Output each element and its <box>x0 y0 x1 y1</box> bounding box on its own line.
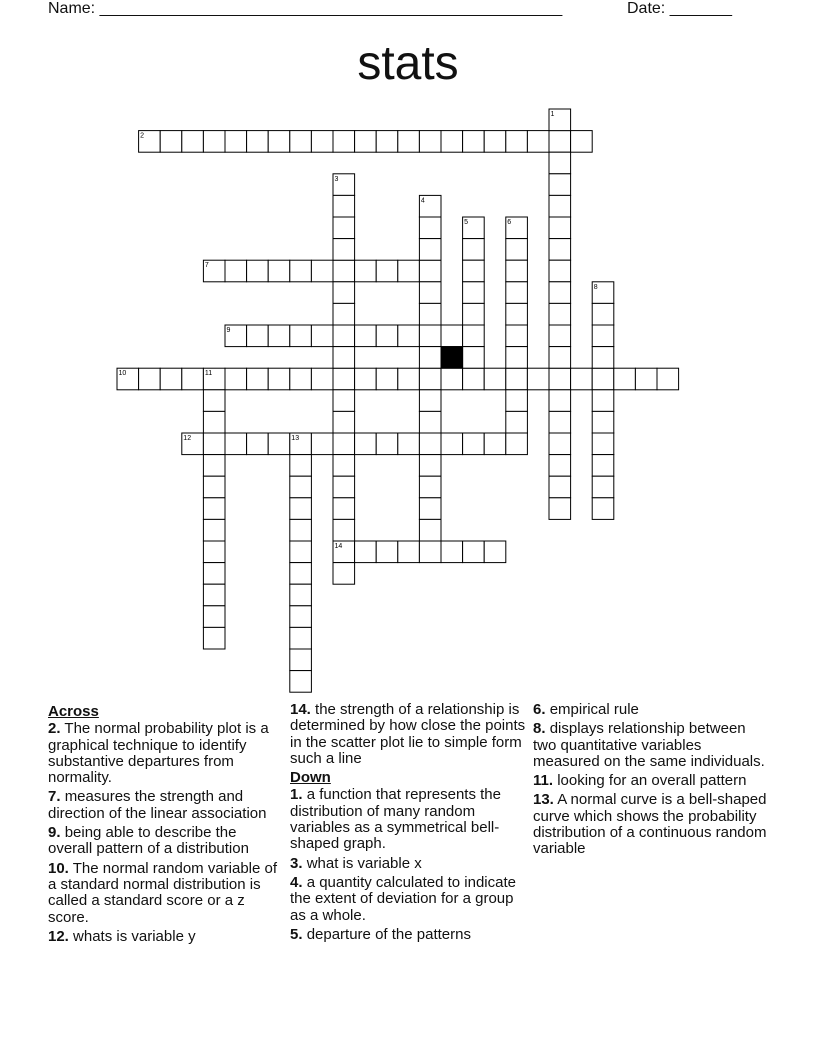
grid-cell[interactable] <box>290 131 312 153</box>
grid-cell[interactable] <box>290 541 312 563</box>
grid-cell[interactable] <box>333 347 355 369</box>
grid-cell[interactable] <box>225 433 247 455</box>
grid-cell[interactable] <box>225 260 247 282</box>
grid-cell[interactable] <box>592 325 614 347</box>
clue-number-label: 5 <box>464 219 469 226</box>
grid-cell[interactable] <box>592 433 614 455</box>
grid-cell[interactable] <box>484 541 506 563</box>
clue-down-3: 3. what is variable x <box>290 854 422 872</box>
grid-cell[interactable] <box>549 195 571 217</box>
grid-cell[interactable] <box>635 368 657 390</box>
clues-column-2 <box>290 702 526 946</box>
grid-cell[interactable] <box>419 282 441 304</box>
grid-cell[interactable] <box>311 325 333 347</box>
grid-cell[interactable] <box>419 131 441 153</box>
grid-cell[interactable] <box>419 260 441 282</box>
grid-cell[interactable] <box>376 260 398 282</box>
grid-cell[interactable] <box>549 303 571 325</box>
clue-number-label: 10 <box>118 370 127 378</box>
grid-cell[interactable] <box>333 433 355 455</box>
grid-cell[interactable] <box>182 368 204 390</box>
grid-cell[interactable] <box>506 325 528 347</box>
grid-cell[interactable] <box>463 303 485 325</box>
grid-cell-black <box>441 347 463 369</box>
grid-cell[interactable] <box>506 411 528 433</box>
grid-cell[interactable] <box>592 368 614 390</box>
grid-cell[interactable] <box>441 325 463 347</box>
grid-cell[interactable] <box>290 627 312 649</box>
grid-cell[interactable] <box>203 411 225 433</box>
clue-down-6: 6. empirical rule <box>533 701 639 718</box>
grid-cell[interactable] <box>290 584 312 606</box>
grid-cell[interactable] <box>333 217 355 239</box>
grid-cell[interactable] <box>463 368 485 390</box>
grid-cell[interactable] <box>203 455 225 477</box>
grid-cell[interactable] <box>463 433 485 455</box>
grid-cell[interactable] <box>549 347 571 369</box>
grid-cell[interactable] <box>549 217 571 239</box>
grid-cell[interactable] <box>549 260 571 282</box>
clue-number-label: 3 <box>334 175 339 183</box>
grid-cell[interactable] <box>203 390 225 412</box>
grid-cell[interactable] <box>484 368 506 390</box>
grid-cell[interactable] <box>419 476 441 498</box>
grid-cell[interactable] <box>290 606 312 628</box>
grid-cell[interactable] <box>333 239 355 261</box>
clue-number-label: 4 <box>420 197 425 205</box>
grid-cell[interactable] <box>506 260 528 282</box>
grid-cell[interactable] <box>549 455 571 477</box>
clue-number-label: 12 <box>183 435 192 442</box>
grid-cell[interactable] <box>398 368 420 390</box>
clue-across-14: 14. the strength of a relationship is determined by how close the points in the scatter plot lie to simple form such a line <box>290 701 526 767</box>
page-title: stats <box>357 37 459 90</box>
grid-cell[interactable] <box>247 433 269 455</box>
clue-down-13: 13. A normal curve is a bell-shaped curve which shows the probability distribution of a continuous random variable <box>533 791 767 858</box>
grid-cell[interactable] <box>333 303 355 325</box>
grid-cell[interactable] <box>506 347 528 369</box>
grid-cell[interactable] <box>203 563 225 585</box>
grid-cell[interactable] <box>333 563 355 585</box>
grid-cell[interactable] <box>549 390 571 412</box>
grid-cell[interactable] <box>527 368 549 390</box>
grid-cell[interactable] <box>419 347 441 369</box>
clue-number-label: 2 <box>140 132 145 140</box>
grid-cell[interactable] <box>268 131 290 153</box>
grid-cell[interactable] <box>419 239 441 261</box>
grid-cell[interactable] <box>441 433 463 455</box>
grid-cell[interactable] <box>203 131 225 153</box>
grid-cell[interactable] <box>333 325 355 347</box>
grid-cell[interactable] <box>398 325 420 347</box>
grid-cell[interactable] <box>419 433 441 455</box>
grid-cell[interactable] <box>484 131 506 153</box>
clues-column-3 <box>533 702 769 861</box>
grid-cell[interactable] <box>571 131 593 153</box>
grid-cell[interactable] <box>355 131 377 153</box>
grid-cell[interactable] <box>333 455 355 477</box>
grid-cell[interactable] <box>419 455 441 477</box>
grid-cell[interactable] <box>506 368 528 390</box>
grid-cell[interactable] <box>311 260 333 282</box>
grid-cell[interactable] <box>398 541 420 563</box>
grid-cell[interactable] <box>441 541 463 563</box>
grid-cell[interactable] <box>657 368 679 390</box>
grid-cell[interactable] <box>290 455 312 477</box>
grid-cell[interactable] <box>398 433 420 455</box>
grid-cell[interactable] <box>203 498 225 520</box>
grid-cell[interactable] <box>333 519 355 541</box>
grid-cell[interactable] <box>463 347 485 369</box>
clue-across-10: 10. The normal random variable of a standard normal distribution is called a standard score or a z score. <box>48 859 278 926</box>
grid-cell[interactable] <box>355 260 377 282</box>
grid-cell[interactable] <box>182 131 204 153</box>
clue-down-4: 4. a quantity calculated to indicate the extent of deviation for a group as a whole. <box>290 873 516 924</box>
grid-cell[interactable] <box>290 325 312 347</box>
clue-number-label: 1 <box>550 111 555 118</box>
clue-across-2: 2. The normal probability plot is a graphical technique to identify substantive departures from normality. <box>48 720 269 787</box>
clue-down-5: 5. departure of the patterns <box>290 925 471 943</box>
grid-cell[interactable] <box>419 217 441 239</box>
grid-cell[interactable] <box>376 325 398 347</box>
grid-cell[interactable] <box>441 368 463 390</box>
grid-cell[interactable] <box>463 260 485 282</box>
grid-cell[interactable] <box>247 325 269 347</box>
grid-cell[interactable] <box>247 131 269 153</box>
grid-cell[interactable] <box>333 131 355 153</box>
grid-cell[interactable] <box>398 260 420 282</box>
grid-cell[interactable] <box>549 476 571 498</box>
grid-cell[interactable] <box>506 390 528 412</box>
clue-number-label: 11 <box>204 370 213 378</box>
grid-cell[interactable] <box>333 282 355 304</box>
grid-cell[interactable] <box>268 325 290 347</box>
grid-cell[interactable] <box>549 282 571 304</box>
grid-cell[interactable] <box>247 368 269 390</box>
grid-cell[interactable] <box>376 368 398 390</box>
grid-cell[interactable] <box>419 368 441 390</box>
grid-cell[interactable] <box>203 627 225 649</box>
clue-across-12: 12. whats is variable y <box>48 927 196 945</box>
grid-cell[interactable] <box>398 131 420 153</box>
clue-number-label: 14 <box>334 543 343 550</box>
grid-cell[interactable] <box>333 195 355 217</box>
grid-cell[interactable] <box>484 433 506 455</box>
grid-cell[interactable] <box>549 239 571 261</box>
clue-across-7: 7. measures the strength and direction of the linear association <box>48 788 267 822</box>
grid-cell[interactable] <box>549 152 571 174</box>
grid-cell[interactable] <box>203 476 225 498</box>
grid-cell[interactable] <box>463 239 485 261</box>
grid-cell[interactable] <box>355 433 377 455</box>
grid-cell[interactable] <box>549 498 571 520</box>
grid-cell[interactable] <box>139 368 161 390</box>
clues-column-1 <box>48 702 280 948</box>
grid-cell[interactable] <box>268 433 290 455</box>
grid-cell[interactable] <box>527 131 549 153</box>
grid-cell[interactable] <box>333 411 355 433</box>
name-label: Name: ____________________________________________________ <box>48 0 563 17</box>
grid-cell[interactable] <box>549 433 571 455</box>
clue-down-1: 1. a function that represents the distribution of many random variables as a symmetrical bell-shaped graph. <box>290 786 501 853</box>
grid-cell[interactable] <box>247 260 269 282</box>
grid-cell[interactable] <box>203 519 225 541</box>
grid-cell[interactable] <box>333 476 355 498</box>
grid-cell[interactable] <box>290 498 312 520</box>
grid-cell[interactable] <box>506 131 528 153</box>
grid-cell[interactable] <box>463 282 485 304</box>
grid-cell[interactable] <box>571 368 593 390</box>
grid-cell[interactable] <box>290 519 312 541</box>
grid-cell[interactable] <box>376 541 398 563</box>
grid-cell[interactable] <box>463 131 485 153</box>
grid-cell[interactable] <box>268 260 290 282</box>
grid-cell[interactable] <box>160 368 182 390</box>
grid-cell[interactable] <box>355 541 377 563</box>
grid-cell[interactable] <box>225 131 247 153</box>
grid-cell[interactable] <box>549 325 571 347</box>
grid-cell[interactable] <box>506 303 528 325</box>
grid-cell[interactable] <box>376 433 398 455</box>
grid-cell[interactable] <box>333 390 355 412</box>
grid-cell[interactable] <box>463 325 485 347</box>
grid-cell[interactable] <box>311 368 333 390</box>
grid-cell[interactable] <box>592 498 614 520</box>
grid-cell[interactable] <box>203 433 225 455</box>
clue-number-label: 9 <box>226 327 231 334</box>
grid-cell[interactable] <box>419 325 441 347</box>
grid-cell[interactable] <box>592 455 614 477</box>
grid-cell[interactable] <box>549 131 571 153</box>
grid-cell[interactable] <box>311 131 333 153</box>
grid-cell[interactable] <box>203 606 225 628</box>
clue-number-label: 7 <box>204 262 209 270</box>
grid-cell[interactable] <box>463 541 485 563</box>
clue-down-11: 11. looking for an overall pattern <box>533 772 747 790</box>
grid-cell[interactable] <box>592 390 614 412</box>
grid-cell[interactable] <box>203 541 225 563</box>
grid-cell[interactable] <box>333 260 355 282</box>
grid-cell[interactable] <box>419 303 441 325</box>
grid-cell[interactable] <box>376 131 398 153</box>
clue-number-label: 6 <box>507 219 512 226</box>
grid-cell[interactable] <box>419 411 441 433</box>
grid-cell[interactable] <box>333 368 355 390</box>
across-heading: Across <box>48 703 99 720</box>
clue-number-label: 13 <box>291 435 300 442</box>
grid-cell[interactable] <box>290 671 312 693</box>
grid-cell[interactable] <box>419 519 441 541</box>
grid-cell[interactable] <box>355 325 377 347</box>
grid-cell[interactable] <box>549 174 571 196</box>
grid-cell[interactable] <box>203 584 225 606</box>
grid-cell[interactable] <box>160 131 182 153</box>
grid-cell[interactable] <box>290 476 312 498</box>
down-heading: Down <box>290 769 331 787</box>
grid-cell[interactable] <box>419 390 441 412</box>
grid-cell[interactable] <box>441 131 463 153</box>
grid-cell[interactable] <box>290 260 312 282</box>
grid-cell[interactable] <box>225 368 247 390</box>
grid-cell[interactable] <box>419 541 441 563</box>
grid-cell[interactable] <box>549 368 571 390</box>
grid-cell[interactable] <box>355 368 377 390</box>
grid-cell[interactable] <box>290 563 312 585</box>
grid-cell[interactable] <box>290 368 312 390</box>
grid-cell[interactable] <box>592 347 614 369</box>
grid-cell[interactable] <box>419 498 441 520</box>
grid-cell[interactable] <box>506 433 528 455</box>
clue-across-9: 9. being able to describe the overall pattern of a distribution <box>48 824 249 858</box>
grid-cell[interactable] <box>333 498 355 520</box>
grid-cell[interactable] <box>592 476 614 498</box>
grid-cell[interactable] <box>268 368 290 390</box>
grid-cell[interactable] <box>549 411 571 433</box>
grid-cell[interactable] <box>506 239 528 261</box>
clue-down-8: 8. displays relationship between two quantitative variables measured on the same individuals. <box>533 720 765 770</box>
grid-cell[interactable] <box>614 368 636 390</box>
grid-cell[interactable] <box>506 282 528 304</box>
clue-number-label: 8 <box>593 283 598 291</box>
grid-cell[interactable] <box>311 433 333 455</box>
date-label: Date: _______ <box>627 0 732 17</box>
grid-cell[interactable] <box>290 649 312 671</box>
grid-cell[interactable] <box>592 411 614 433</box>
grid-cell[interactable] <box>592 303 614 325</box>
